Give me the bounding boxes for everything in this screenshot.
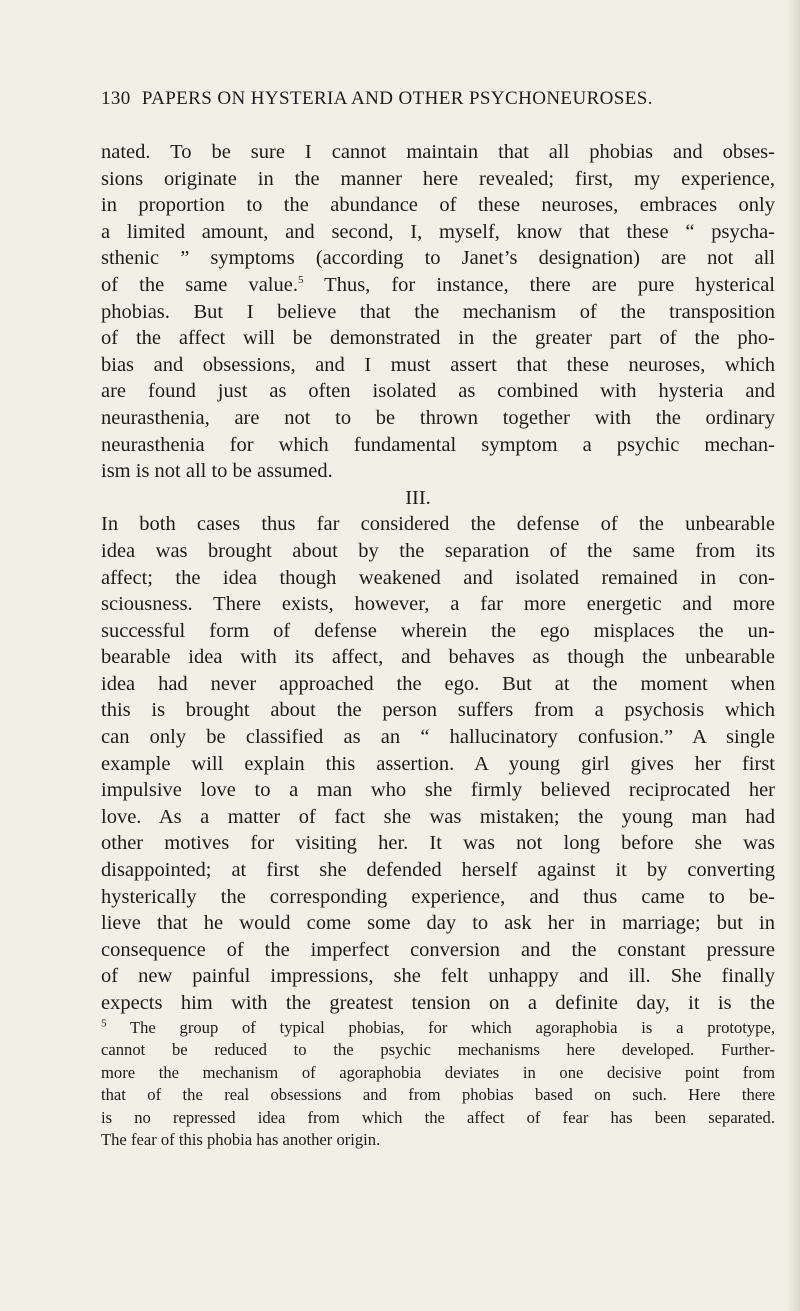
text-line: sions originate in the manner here revealed; first, my experience,	[101, 167, 775, 190]
footnote-line: cannot be reduced to the psychic mechanisms here developed. Further-	[101, 1040, 775, 1060]
footnote-line: that of the real obsessions and from phobias based on such. Here there	[101, 1085, 775, 1105]
paragraph-1	[101, 139, 775, 485]
text-line: neurasthenia for which fundamental symptom a psychic mechan-	[101, 433, 775, 456]
running-head-title: PAPERS ON HYSTERIA AND OTHER PSYCHONEUROSES.	[141, 88, 653, 109]
text-line: of the affect will be demonstrated in the greater part of the pho-	[101, 327, 775, 350]
text-line: affect; the idea though weakened and isolated remained in con-	[101, 566, 775, 589]
text-line: ism is not all to be assumed.	[101, 460, 333, 483]
body-text	[101, 139, 775, 1017]
text-line: In both cases thus far considered the defense of the unbearable	[101, 513, 775, 536]
text-line: are found just as often isolated as combined with hysteria and	[101, 380, 775, 403]
text-line: love. As a matter of fact she was mistaken; the young man had	[101, 805, 775, 828]
text-line: disappointed; at first she defended herself against it by converting	[101, 859, 775, 882]
text-line: example will explain this assertion. A young girl gives her first	[101, 752, 775, 775]
text-line: hysterically the corresponding experience, and thus came to be-	[101, 885, 775, 908]
footnote-line: The fear of this phobia has another origin.	[101, 1129, 381, 1149]
text-fragment: Thus, for instance, there are pure hysterical	[303, 273, 775, 296]
text-line: sciousness. There exists, however, a far more energetic and more	[101, 593, 775, 616]
text-line: can only be classified as an “ hallucinatory confusion.” A single	[101, 726, 775, 749]
text-line: in proportion to the abundance of these neuroses, embraces only	[101, 194, 775, 217]
footnote	[101, 1017, 775, 1151]
page-number: 130	[101, 88, 131, 109]
text-line: idea had never approached the ego. But at the moment when	[101, 672, 775, 695]
page-edge-shadow	[786, 0, 800, 1311]
text-line: bias and obsessions, and I must assert that these neuroses, which	[101, 353, 775, 376]
paragraph-2	[101, 511, 775, 1016]
text-line: successful form of defense wherein the ego misplaces the un-	[101, 619, 775, 642]
section-heading: III.	[405, 486, 431, 509]
text-fragment: The group of typical phobias, for which agoraphobia is a prototype,	[106, 1018, 775, 1037]
text-line: bearable idea with its affect, and behaves as though the unbearable	[101, 646, 775, 669]
text-line: phobias. But I believe that the mechanism of the transposition	[101, 300, 775, 323]
footnote-line	[101, 1017, 775, 1039]
text-line-with-footnote-ref	[101, 272, 775, 299]
text-line: sthenic ” symptoms (according to Janet’s designation) are not all	[101, 247, 775, 270]
text-line: lieve that he would come some day to ask her in marriage; but in	[101, 912, 775, 935]
text-fragment: of the same value.	[101, 273, 298, 296]
text-line: of new painful impressions, she felt unhappy and ill. She finally	[101, 965, 775, 988]
text-line: nated. To be sure I cannot maintain that all phobias and obses-	[101, 141, 775, 163]
text-line: a limited amount, and second, I, myself, know that these “ psycha-	[101, 220, 775, 243]
text-line: this is brought about the person suffers from a psychosis which	[101, 699, 775, 722]
text-line: neurasthenia, are not to be thrown together with the ordinary	[101, 406, 775, 429]
text-line: expects him with the greatest tension on a definite day, it is the	[101, 992, 775, 1014]
text-line: other motives for visiting her. It was not long before she was	[101, 832, 775, 855]
footnote-line: more the mechanism of agoraphobia deviates in one decisive point from	[101, 1062, 775, 1082]
footnote-marker: 5	[101, 1017, 107, 1030]
text-line: consequence of the imperfect conversion and the constant pressure	[101, 938, 775, 961]
text-line: impulsive love to a man who she firmly believed reciprocated her	[101, 779, 775, 802]
footnote-reference[interactable]: 5	[297, 274, 304, 287]
footnote-line: is no repressed idea from which the affect of fear has been separated.	[101, 1107, 775, 1127]
running-head	[101, 88, 681, 110]
text-line: idea was brought about by the separation of the same from its	[101, 539, 775, 562]
